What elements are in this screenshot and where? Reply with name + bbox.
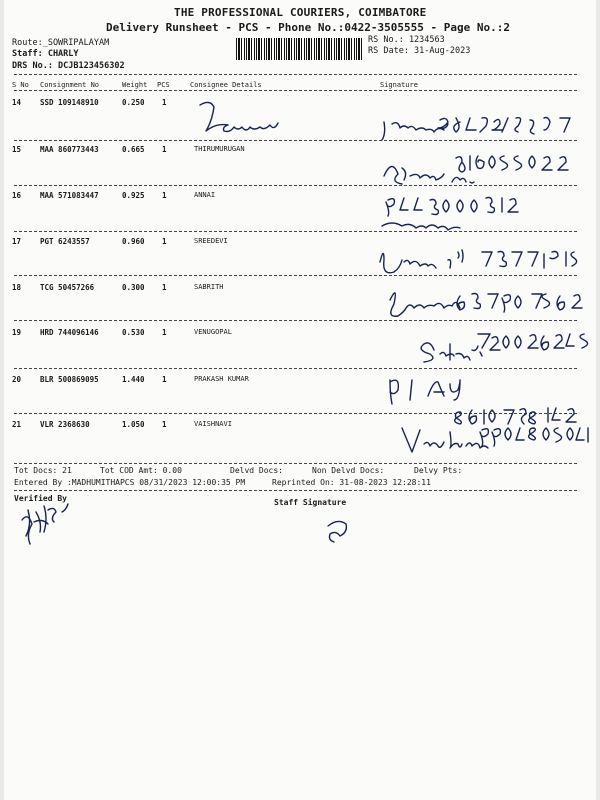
- signature-row19: [421, 343, 482, 362]
- row-pcs: 1: [162, 420, 167, 429]
- row-consignee: VENUGOPAL: [194, 328, 232, 336]
- row-sno: 16: [12, 191, 22, 200]
- total-docs: Tot Docs: 21: [14, 466, 72, 475]
- divider: [14, 463, 577, 464]
- col-sno: S No: [12, 81, 29, 89]
- row-weight: 0.960: [122, 237, 145, 246]
- row-pcs: 1: [162, 375, 167, 384]
- row-sno: 19: [12, 328, 22, 337]
- row-consignment: MAA 571083447: [40, 191, 99, 200]
- verified-by-label: Verified By: [14, 494, 67, 503]
- signature-row21: [402, 428, 488, 452]
- row-pcs: 1: [162, 328, 167, 337]
- col-consignee: Consignee Details: [190, 81, 262, 89]
- delivered-docs: Delvd Docs:: [230, 466, 283, 475]
- phone-row18: [457, 294, 582, 313]
- row-consignment: BLR 500869095: [40, 375, 99, 384]
- signature-row14: [382, 122, 444, 140]
- drs-number: DRS No.: DCJB123456302: [12, 61, 125, 71]
- rs-date: RS Date: 31-Aug-2023: [368, 46, 471, 56]
- row-consignment: HRD 744096146: [40, 328, 99, 337]
- row-consignment: TCG 50457266: [40, 283, 95, 292]
- row-sno: 17: [12, 237, 22, 246]
- row-sno: 21: [12, 420, 22, 429]
- route-label: Route:_SOWRIPALAYAM: [12, 38, 110, 48]
- row-sno: 15: [12, 145, 22, 154]
- row-weight: 0.250: [122, 98, 145, 107]
- phone-row16: [386, 198, 518, 217]
- row-consignment: PGT 6243557: [40, 237, 90, 246]
- runsheet-subtitle: Delivery Runsheet - PCS - Phone No.:0422-3505555 - Page No.:2: [106, 21, 510, 34]
- rs-number: RS No.: 1234563: [368, 35, 445, 45]
- handwriting-layer: [4, 0, 596, 800]
- total-cod-amount: Tot COD Amt: 0.00: [100, 466, 182, 475]
- delivery-points: Delvy Pts:: [414, 466, 463, 475]
- row-consignee: VAISHNAVI: [194, 420, 232, 428]
- row-weight: 0.530: [122, 328, 145, 337]
- company-title: THE PROFESSIONAL COURIERS, COIMBATORE: [174, 6, 427, 19]
- row-consignment: VLR 2368630: [40, 420, 90, 429]
- row-consignment: SSD 109148910: [40, 98, 99, 107]
- reprinted-on: Reprinted On: 31-08-2023 12:28:11: [272, 478, 431, 487]
- row-weight: 0.300: [122, 283, 145, 292]
- row-pcs: 1: [162, 145, 167, 154]
- row-consignee: PRAKASH KUMAR: [194, 375, 249, 383]
- row-pcs: 1: [162, 237, 167, 246]
- signature-row20: [390, 380, 460, 404]
- row-pcs: 1: [162, 191, 167, 200]
- staff-label: Staff: CHARLY: [12, 49, 79, 59]
- row-weight: 0.665: [122, 145, 145, 154]
- row-consignee: SREEDEVI: [194, 237, 228, 245]
- row-weight: 0.925: [122, 191, 145, 200]
- col-signature: Signature: [380, 81, 418, 89]
- signature-row18: [390, 293, 460, 316]
- runsheet-page: [4, 0, 596, 800]
- phone-row14: [438, 118, 570, 135]
- row-consignee: SABRITH: [194, 283, 224, 291]
- col-pcs: PCS: [157, 81, 170, 89]
- col-consignment: Consignment No: [40, 81, 100, 89]
- handwritten-name-kannan: [200, 102, 278, 131]
- verified-signature: [22, 504, 68, 544]
- row-pcs: 1: [162, 283, 167, 292]
- signature-row17: [380, 250, 463, 273]
- phone-row17: [482, 252, 577, 269]
- staff-signature: [328, 521, 346, 542]
- row-consignee: ANNAI: [194, 191, 216, 199]
- phone-row20: [455, 408, 576, 424]
- staff-signature-label: Staff Signature: [274, 498, 347, 507]
- signature-row15: [384, 166, 474, 184]
- non-delivered-docs: Non Delvd Docs:: [312, 466, 385, 475]
- row-sno: 14: [12, 98, 22, 107]
- divider: [14, 490, 577, 491]
- signature-row16: [382, 223, 460, 230]
- phone-row19: [478, 334, 588, 350]
- row-weight: 1.440: [122, 375, 145, 384]
- row-weight: 1.050: [122, 420, 145, 429]
- row-consignee: THIRUMURUGAN: [194, 145, 245, 153]
- col-weight: Weight: [122, 81, 148, 89]
- phone-row15: [456, 156, 568, 172]
- row-sno: 20: [12, 375, 22, 384]
- row-pcs: 1: [162, 98, 167, 107]
- phone-row21: [480, 428, 588, 446]
- row-sno: 18: [12, 283, 22, 292]
- entered-by: Entered By :MADHUMITHAPCS 08/31/2023 12:00:35 PM: [14, 478, 246, 487]
- row-consignment: MAA 860773443: [40, 145, 99, 154]
